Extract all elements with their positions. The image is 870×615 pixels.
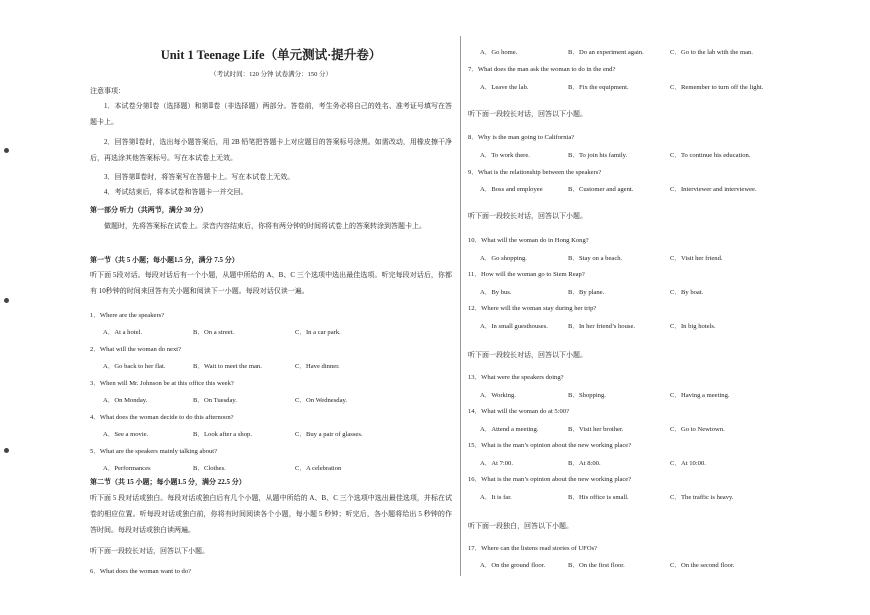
option-a: A．Boss and employee — [480, 186, 543, 193]
monologue-prompt: 听下面一段独白，回答以下小题。 — [468, 522, 573, 530]
option-a: A．To work there. — [480, 152, 530, 159]
question-15: 15．What is the man’s opinion about the new working place? — [468, 442, 632, 449]
option-b: B．Do an experiment again. — [568, 49, 644, 56]
question-16: 16．What is the man’s opinion about the new working place? — [468, 476, 632, 483]
question-14: 14．What will the woman do at 5:00? — [468, 408, 570, 415]
option-c: C．By boat. — [670, 289, 704, 296]
dialog-prompt: 听下面一段较长对话，回答以下小题。 — [468, 212, 587, 220]
question-11: 11．How will the woman go to Siem Reap? — [468, 271, 585, 278]
dialog-prompt: 听下面一段较长对话，回答以下小题。 — [90, 547, 209, 555]
option-b: B．On Tuesday. — [193, 397, 237, 404]
page-title: Unit 1 Teenage Life（单元测试·提升卷） — [160, 48, 382, 62]
option-a: A．Performances — [103, 465, 151, 472]
note-item-3: 3．回答第Ⅱ卷时，将答案写在答题卡上。写在本试卷上无效。 — [104, 173, 295, 181]
option-b: B．Fix the equipment. — [568, 84, 629, 91]
option-c: C．Go to the lab with the man. — [670, 49, 753, 56]
option-a: A．Go home. — [480, 49, 518, 56]
option-c: C．Have dinner. — [295, 363, 340, 370]
option-b: B．On a street. — [193, 329, 235, 336]
option-b: B．His office is small. — [568, 494, 629, 501]
option-a: A．See a movie. — [103, 431, 149, 438]
option-b: B．Look after a shop. — [193, 431, 252, 438]
option-b: B．Stay on a beach. — [568, 255, 623, 262]
option-c: C．At 10:00. — [670, 460, 706, 467]
question-2: 2．What will the woman do next? — [90, 346, 182, 353]
option-c: C．A celebration — [295, 465, 342, 472]
option-b: B．On the first floor. — [568, 562, 625, 569]
option-b: B．Clothes. — [193, 465, 226, 472]
option-a: A．Working. — [480, 392, 516, 399]
option-a: A．It is far. — [480, 494, 512, 501]
option-b: B．At 8:00. — [568, 460, 601, 467]
question-1: 1．Where are the speakers? — [90, 312, 165, 319]
option-b: B．Wait to meet the man. — [193, 363, 262, 370]
binding-dot — [4, 148, 9, 153]
binding-dot — [4, 298, 9, 303]
option-c: C．In big hotels. — [670, 323, 716, 330]
question-7: 7．What does the man ask the woman to do in the end? — [468, 66, 616, 73]
dialog-prompt: 听下面一段较长对话，回答以下小题。 — [468, 110, 587, 118]
exam-info: （考试时间：120 分钟 试卷满分：150 分） — [210, 71, 332, 78]
notes-heading: 注意事项： — [90, 87, 125, 95]
question-3: 3．When will Mr. Johnson be at this office this week? — [90, 380, 234, 387]
option-c: C．Buy a pair of glasses. — [295, 431, 363, 438]
question-5: 5．What are the speakers mainly talking about? — [90, 448, 218, 455]
option-c: C．On the second floor. — [670, 562, 735, 569]
binding-dot — [4, 448, 9, 453]
option-a: A．On the ground floor. — [480, 562, 546, 569]
option-c: C．On Wednesday. — [295, 397, 348, 404]
option-b: B．Customer and agent. — [568, 186, 634, 193]
question-10: 10．What will the woman do in Hong Kong? — [468, 237, 589, 244]
option-b: B．To join his family. — [568, 152, 628, 159]
option-a: A．On Monday. — [103, 397, 148, 404]
option-c: C．The traffic is heavy. — [670, 494, 734, 501]
option-b: B．By plane. — [568, 289, 605, 296]
option-c: C．Remember to turn off the light. — [670, 84, 764, 91]
option-a: A．By bus. — [480, 289, 512, 296]
option-a: A．Leave the lab. — [480, 84, 529, 91]
section2-heading: 第二节（共 15 小题；每小题1.5 分，满分 22.5 分） — [90, 478, 246, 486]
note-item-4: 4．考试结束后，将本试卷和答题卡一并交回。 — [104, 188, 248, 196]
dialog-prompt: 听下面一段较长对话，回答以下小题。 — [468, 351, 587, 359]
question-9: 9．What is the relationship between the speakers? — [468, 169, 602, 176]
question-12: 12．Where will the woman stay during her trip? — [468, 305, 597, 312]
option-c: C．Interviewer and interviewee. — [670, 186, 757, 193]
question-6: 6．What does the woman want to do? — [90, 568, 192, 575]
column-divider — [460, 36, 461, 576]
option-c: C．In a car park. — [295, 329, 341, 336]
option-b: B．In her friend’s house. — [568, 323, 636, 330]
option-c: C．Visit her friend. — [670, 255, 723, 262]
part1-heading: 第一部分 听力（共两节，满分 30 分） — [90, 206, 208, 214]
option-c: C．Having a meeting. — [670, 392, 730, 399]
option-b: B．Visit her brother. — [568, 426, 624, 433]
section1-intro: 听下面 5段对话。每段对话后有一个小题，从题中所给的 A、B、C 三个选项中选出最佳选项。听完每段对话后，你都有 10秒钟的时间来回答有关小题和阅读下一小题。每段对话仅读一遍。 — [90, 271, 452, 295]
section2-intro: 听下面 5 段对话或独白。每段对话或独白后有几个小题，从题中所给的 A、B、C 三个选项中选出最佳选项，并标在试卷的相应位置。听每段对话或独白前，你将有时间阅读各个小题，每小题 5 秒钟；听完后，各小题将给出 5 秒钟的作答时间。每段对话或独白读两遍。 — [90, 494, 452, 534]
question-17: 17．Where can the listens read stories of UFOs? — [468, 545, 598, 552]
section1-heading: 第一节（共 5 小题；每小题1.5 分，满分 7.5 分） — [90, 256, 239, 264]
note-item-1: 1．本试卷分第Ⅰ卷（选择题）和第Ⅱ卷（非选择题）两部分。答卷前，考生务必将自己的姓名、准考证号填写在答题卡上。 — [90, 102, 452, 126]
note-item-2: 2．回答第Ⅰ卷时，选出每小题答案后，用 2B 铅笔把答题卡上对应题目的答案标号涂黑。如需改动，用橡皮擦干净后，再选涂其他答案标号。写在本试卷上无效。 — [90, 138, 452, 162]
option-c: C．Go to Newtown. — [670, 426, 725, 433]
part1-intro: 做题时，先将答案标在试卷上。录音内容结束后，你将有两分钟的时间将试卷上的答案转涂到答题卡上。 — [104, 222, 426, 230]
option-c: C．To continue his education. — [670, 152, 751, 159]
option-a: A．Go back to her flat. — [103, 363, 166, 370]
question-8: 8．Why is the man going to California? — [468, 134, 575, 141]
option-a: A．In small guesthouses. — [480, 323, 548, 330]
option-a: A．At a hotel. — [103, 329, 143, 336]
option-a: A．At 7:00. — [480, 460, 513, 467]
option-a: A．Attend a meeting. — [480, 426, 539, 433]
question-13: 13．What were the speakers doing? — [468, 374, 564, 381]
option-b: B．Shopping. — [568, 392, 606, 399]
question-4: 4．What does the woman decide to do this afternoon? — [90, 414, 234, 421]
option-a: A．Go shopping. — [480, 255, 527, 262]
